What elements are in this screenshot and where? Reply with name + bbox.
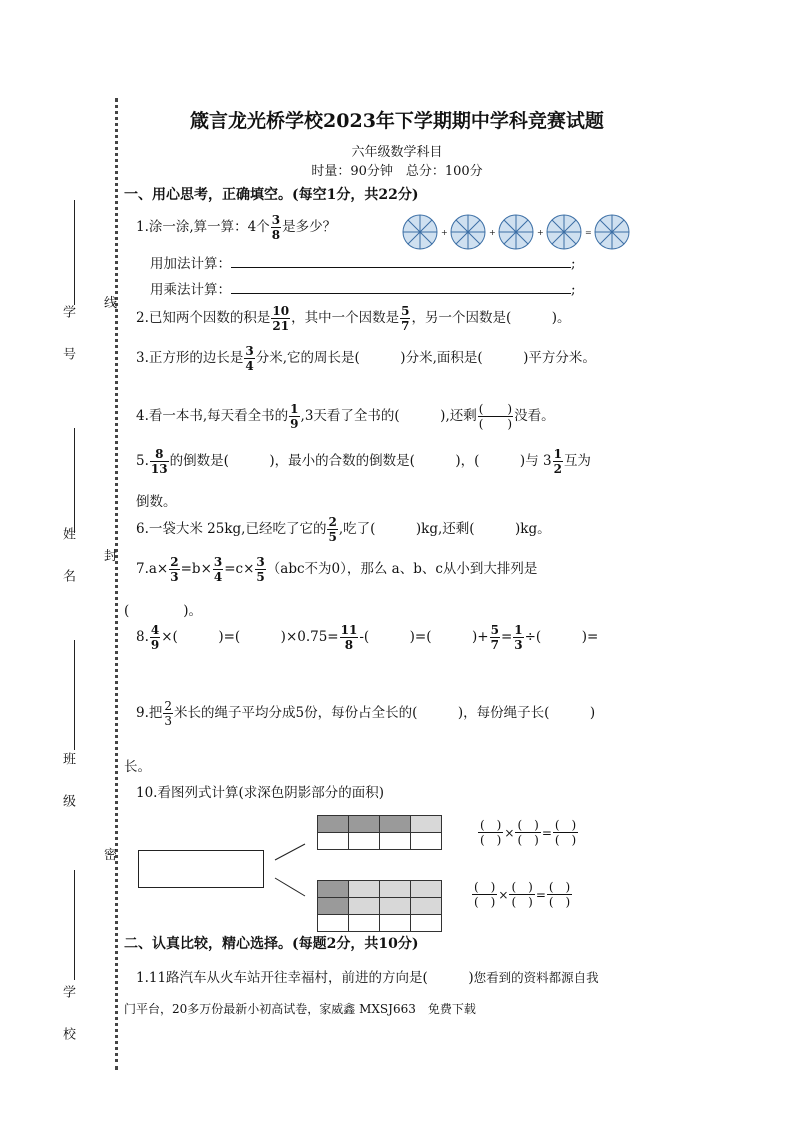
question-5: 5. $\frac{8}{13}$ 的倒数是( )，最小的合数的倒数是( )，( )与 3 $\frac{1}{2}$ 互为	[136, 447, 591, 476]
class-write-line[interactable]	[74, 640, 75, 750]
question-8: 8. $\frac{4}{9}$ ×( )=( )×0.75= $\frac{11}{8}$ -( )=( )+ $\frac{5}{7}$ = $\frac{1}{3}$ ÷( )=	[136, 623, 599, 652]
binding-char-feng: 封	[104, 549, 118, 564]
q1-multiplication-line: 用乘法计算： ;	[150, 282, 576, 298]
question-4: 4.看一本书,每天看全书的 $\frac{1}{9}$ ,3天看了全书的( ),还剩 $\frac{( )}{( )}$ 没看。	[136, 402, 555, 431]
question-10: 10.看图列式计算(求深色阴影部分的面积)	[136, 785, 385, 801]
q10-grid-bottom	[317, 880, 442, 932]
circle-1[interactable]	[403, 215, 437, 249]
exam-time-info: 时量：90分钟 总分：100分	[311, 164, 483, 179]
question-6: 6.一袋大米 25kg,已经吃了它的 $\frac{2}{5}$ ,吃了( )kg,还剩( )kg。	[136, 515, 551, 544]
section-2-question-1: 1.11路汽车从火车站开往幸福村，前进的方向是( )您看到的资料都源自我	[136, 970, 599, 986]
binding-char-mi: 密	[104, 848, 118, 863]
student-id-label: 学 号	[60, 305, 75, 368]
question-7-cont: ( )。	[124, 603, 203, 619]
question-7: 7.a× $\frac{2}{3}$ =b× $\frac{3}{4}$ =c× $\frac{3}{5}$ （abc不为0），那么 a、b、c从小到大排列是	[136, 555, 538, 584]
circle-4[interactable]	[547, 215, 581, 249]
q10-connector-lines	[272, 840, 308, 900]
student-id-write-line[interactable]	[74, 200, 75, 305]
section-2-heading: 二、认真比较，精心选择。(每题2分，共10分)	[124, 936, 419, 952]
q10-equation-top: ( ) ( ) × ( ) ( ) = ( ) ( )	[480, 818, 577, 847]
circle-result[interactable]	[595, 215, 629, 249]
section-2-question-1-cont: 门平台，20多万份最新小初高试卷，家威鑫 MXSJ663 免费下载	[124, 1002, 476, 1016]
circle-3[interactable]	[499, 215, 533, 249]
plus-sign-1: +	[441, 228, 448, 237]
exam-subject: 六年级数学科目	[351, 145, 443, 160]
section-1-heading: 一、用心思考，正确填空。(每空1分，共22分)	[124, 187, 419, 203]
name-label: 姓 名	[60, 527, 75, 590]
circle-2[interactable]	[451, 215, 485, 249]
plus-sign-3: +	[537, 228, 544, 237]
question-1: 1.涂一涂,算一算：4个 $\frac{3}{8}$ 是多少？	[136, 213, 337, 242]
plus-sign-2: +	[489, 228, 496, 237]
q10-grid-top	[317, 815, 442, 850]
school-label: 学 校	[60, 985, 75, 1048]
q10-blank-rectangle	[138, 850, 264, 888]
q1-addition-line: 用加法计算： ;	[150, 256, 576, 272]
question-9-cont: 长。	[124, 759, 151, 775]
equals-sign: =	[585, 228, 592, 237]
school-write-line[interactable]	[74, 870, 75, 980]
fraction: $\frac{3}{8}$	[271, 213, 281, 242]
blank-fraction[interactable]: $\frac{( )}{( )}$	[478, 402, 513, 431]
q10-equation-bottom: ( ) ( ) × ( ) ( ) = ( ) ( )	[474, 880, 571, 909]
addition-answer-line[interactable]	[231, 255, 571, 268]
exam-title: 箴言龙光桥学校2023年下学期期中学科竞赛试题	[190, 110, 604, 132]
question-5-cont: 倒数。	[136, 494, 177, 510]
multiplication-answer-line[interactable]	[231, 281, 571, 294]
binding-dotted-line	[115, 98, 118, 1070]
name-write-line[interactable]	[74, 428, 75, 533]
question-3: 3.正方形的边长是 $\frac{3}{4}$ 分米,它的周长是( )分米,面积是( )平方分米。	[136, 344, 596, 373]
binding-char-xian: 线	[104, 296, 118, 311]
q1-circle-diagram	[400, 212, 636, 252]
question-2: 2.已知两个因数的积是 $\frac{10}{21}$ ，其中一个因数是 $\frac{5}{7}$ ，另一个因数是( )。	[136, 304, 571, 333]
class-label: 班 级	[60, 752, 75, 815]
question-9: 9.把 $\frac{2}{3}$ 米长的绳子平均分成5份，每份占全长的( )，每份绳子长( )	[136, 699, 596, 728]
